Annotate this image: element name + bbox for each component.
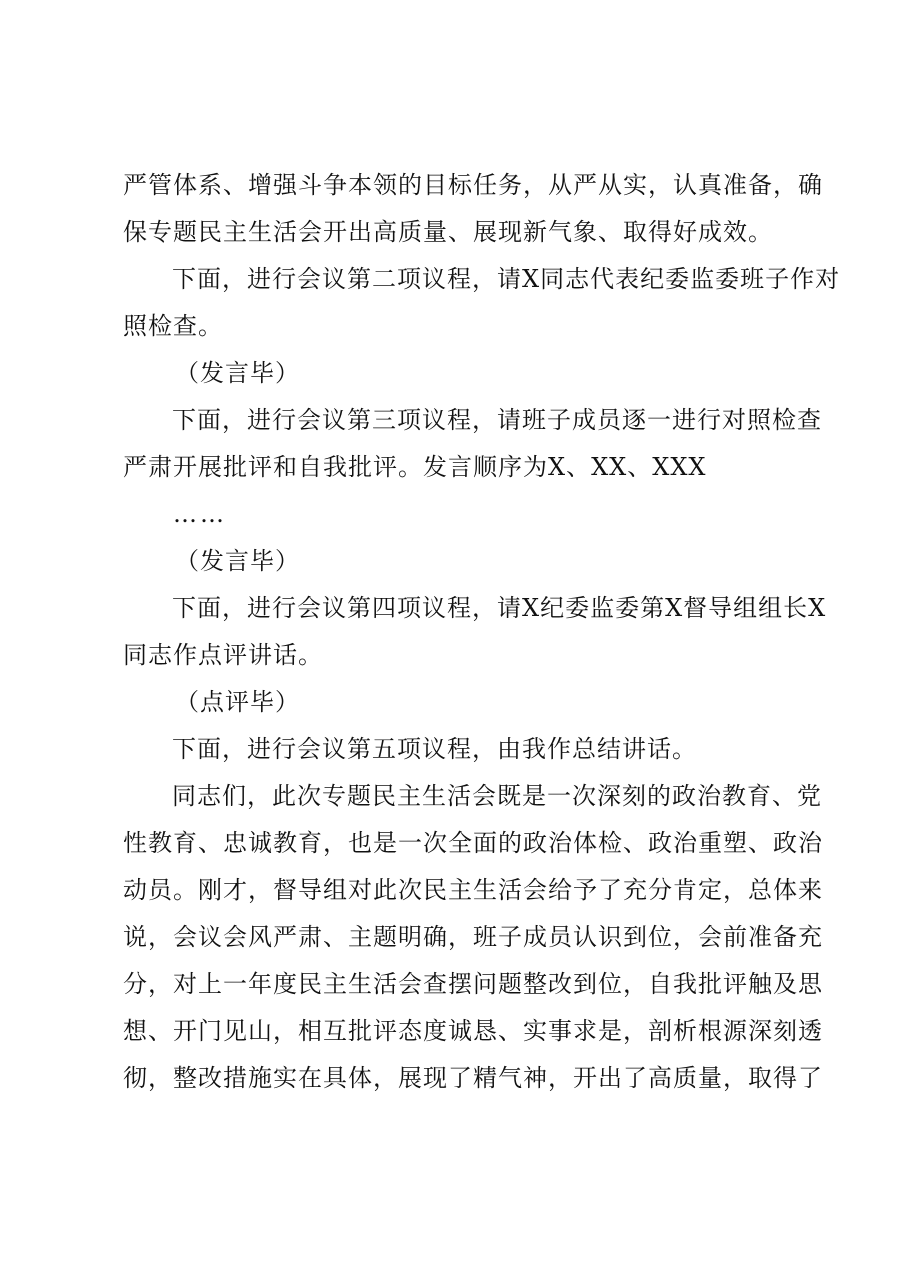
paragraph-line: 下面，进行会议第五项议程，由我作总结讲话。 <box>172 735 697 763</box>
paragraph-line: 严管体系、增强斗争本领的目标任务，从严从实，认真准备，确 <box>123 171 823 199</box>
paragraph-line: 彻，整改措施实在具体，展现了精气神，开出了高质量，取得了 <box>123 1064 823 1092</box>
paragraph-line: 下面，进行会议第三项议程，请班子成员逐一进行对照检查 <box>172 406 822 434</box>
paragraph-line: 同志作点评讲话。 <box>123 641 323 669</box>
paragraph-line: 照检查。 <box>123 312 223 340</box>
document-body <box>123 162 841 1102</box>
paragraph-line: 严肃开展批评和自我批评。发言顺序为X、XX、XXX <box>123 453 707 481</box>
paragraph-line: 分，对上一年度民主生活会查摆问题整改到位，自我批评触及思 <box>123 970 823 998</box>
paragraph-line: 下面，进行会议第二项议程，请X同志代表纪委监委班子作对 <box>172 265 841 293</box>
paragraph-line: 动员。刚才，督导组对此次民主生活会给予了充分肯定，总体来 <box>123 876 823 904</box>
ellipsis-line: …… <box>173 500 227 528</box>
paragraph-line: 保专题民主生活会开出高质量、展现新气象、取得好成效。 <box>123 218 773 246</box>
paragraph-line: 同志们，此次专题民主生活会既是一次深刻的政治教育、党 <box>172 782 822 810</box>
paragraph-line: 说，会议会风严肃、主题明确，班子成员认识到位，会前准备充 <box>123 923 823 951</box>
speech-end-note: （发言毕） <box>175 547 300 575</box>
comment-end-note: （点评毕） <box>175 688 300 716</box>
speech-end-note: （发言毕） <box>175 359 300 387</box>
paragraph-line: 下面，进行会议第四项议程，请X纪委监委第X督导组组长X <box>172 594 827 622</box>
paragraph-line: 性教育、忠诚教育，也是一次全面的政治体检、政治重塑、政治 <box>123 829 823 857</box>
paragraph-line: 想、开门见山，相互批评态度诚恳、实事求是，剖析根源深刻透 <box>123 1017 823 1045</box>
